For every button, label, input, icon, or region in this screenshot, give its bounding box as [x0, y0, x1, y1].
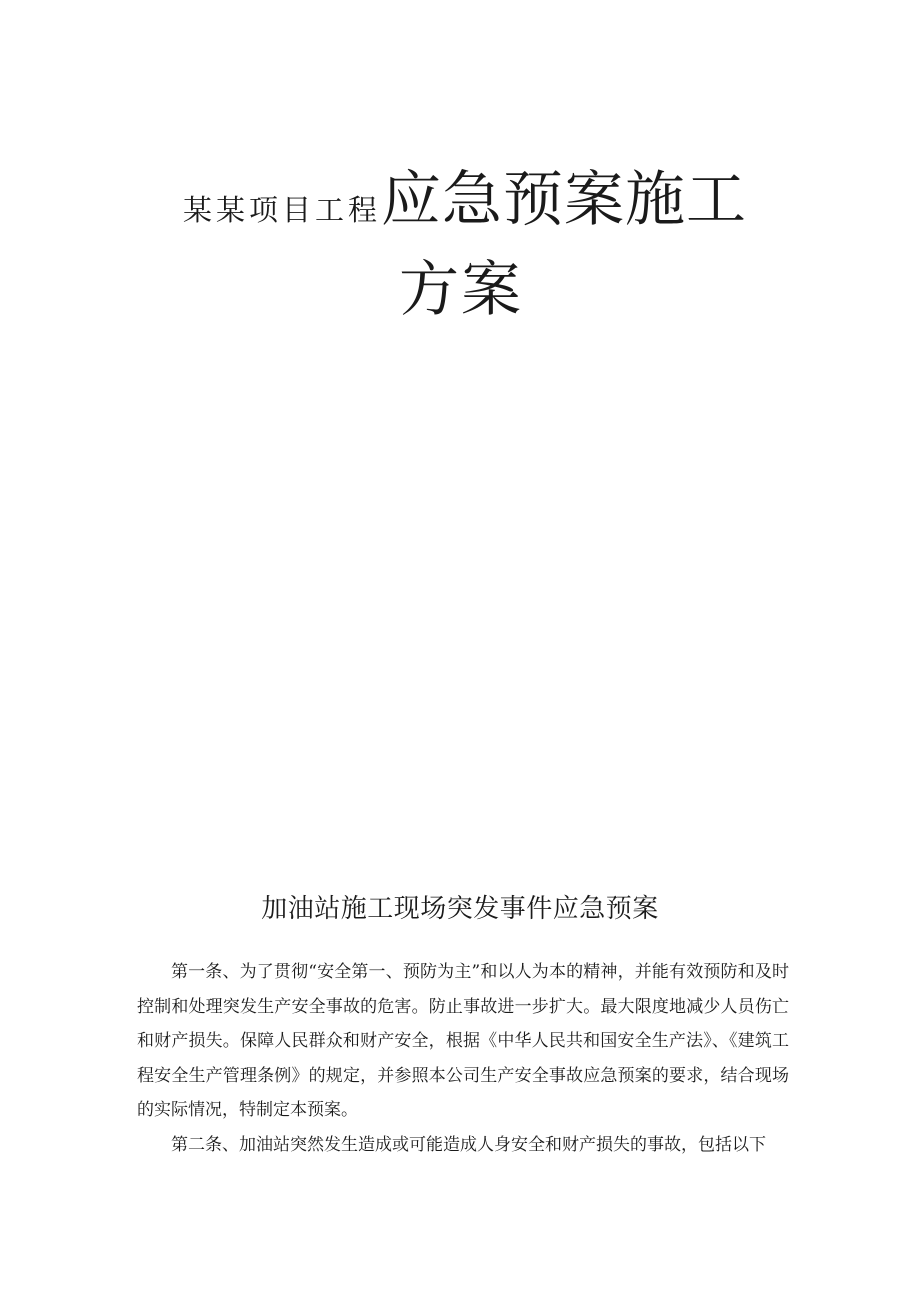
- body-text: [137, 955, 789, 1162]
- title-line-2: 方案: [399, 255, 523, 325]
- section-heading: 加油站施工现场突发事件应急预案: [261, 894, 659, 924]
- title-line-1: [182, 165, 747, 235]
- title-prefix: 某某项目工程: [182, 193, 381, 227]
- title-main: 应急预案施工: [381, 165, 747, 235]
- paragraph-article-1: 第一条、为了贯彻“安全第一、预防为主”和以人为本的精神，并能有效预防和及时控制和处理突发生产安全事故的危害。防止事故进一步扩大。最大限度地减少人员伤亡和财产损失。保障人民群众和财产安全，根据《中华人民共和国安全生产法》、《建筑工程安全生产管理条例》的规定，并参照本公司生产安全事故应急预案的要求，结合现场的实际情况，特制定本预案。: [137, 962, 789, 1120]
- paragraph-article-2: 第二条、加油站突然发生造成或可能造成人身安全和财产损失的事故，包括以下: [171, 1134, 766, 1155]
- document-title: [0, 165, 920, 325]
